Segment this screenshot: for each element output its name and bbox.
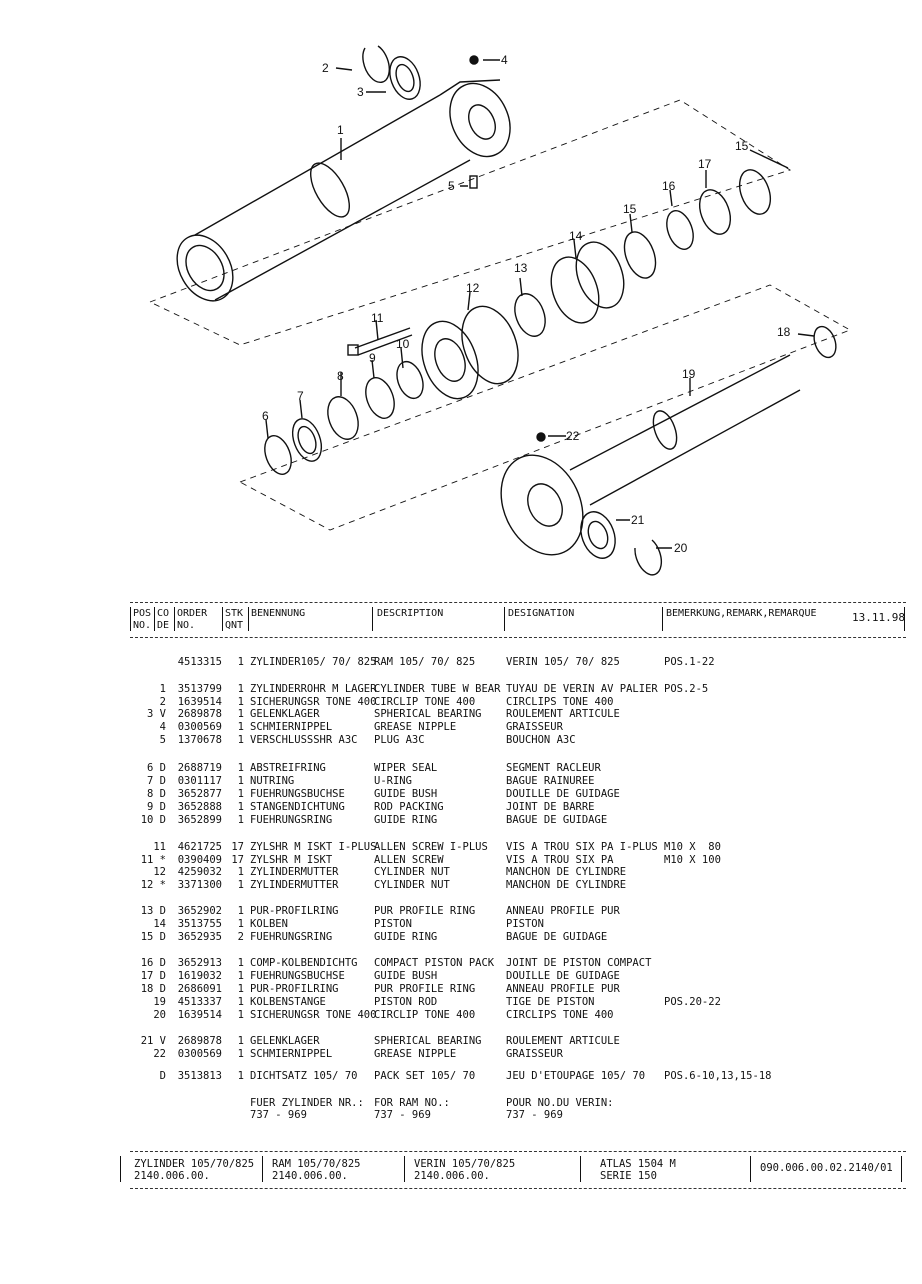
english-description-cell: CYLINDER NUT — [374, 879, 450, 891]
french-designation-cell: PISTON — [506, 918, 544, 930]
callout-13: 13 — [514, 261, 528, 275]
order-number-cell: 4513315 — [177, 656, 222, 668]
table-row — [0, 775, 922, 787]
german-name-cell: FUEHRUNGSRING — [250, 931, 333, 943]
table-row — [0, 931, 922, 943]
table-row — [0, 957, 922, 969]
callout-18: 18 — [777, 325, 791, 339]
french-designation-cell: ROULEMENT ARTICULE — [506, 1035, 620, 1047]
english-description-cell: PLUG A3C — [374, 734, 425, 746]
pos-cell: 15 D — [140, 931, 166, 943]
pos-cell: 9 D — [147, 801, 166, 813]
header-stk: STK QNT — [225, 608, 244, 631]
table-row — [0, 1070, 922, 1082]
quantity-cell: 1 — [237, 788, 244, 800]
french-designation-cell: BOUCHON A3C — [506, 734, 576, 746]
table-row — [0, 734, 922, 746]
french-designation-cell: DOUILLE DE GUIDAGE — [506, 970, 620, 982]
french-designation-cell: VIS A TROU SIX PA — [506, 854, 614, 866]
callout-8: 8 — [337, 369, 344, 383]
callout-3: 3 — [357, 85, 364, 99]
pos-cell: 19 — [153, 996, 166, 1008]
english-description-cell: GREASE NIPPLE — [374, 1048, 457, 1060]
order-number-cell: 1639514 — [177, 1009, 222, 1021]
remark-cell: M10 X 80 — [664, 841, 721, 853]
pos-cell: 2 — [159, 696, 166, 708]
callout-4: 4 — [501, 53, 508, 67]
english-description-cell: GUIDE BUSH — [374, 970, 438, 982]
quantity-cell: 1 — [237, 957, 244, 969]
callout-14: 14 — [569, 229, 583, 243]
order-number-cell: 1639514 — [177, 696, 222, 708]
callout-6: 6 — [262, 409, 269, 423]
german-name-cell: VERSCHLUSSSHR A3C — [250, 734, 358, 746]
french-designation-cell: VERIN 105/ 70/ 825 — [506, 656, 620, 668]
table-row — [0, 841, 922, 853]
header-remark: BEMERKUNG,REMARK,REMARQUE — [666, 608, 817, 619]
german-name-cell: ZYLINDER105/ 70/ 825 — [250, 656, 377, 668]
remark-cell: POS.2-5 — [664, 683, 709, 695]
english-description-cell: SPHERICAL BEARING — [374, 708, 482, 720]
header-sep — [504, 607, 505, 631]
remark-cell: POS.20-22 — [664, 996, 721, 1008]
footer-bar — [262, 1156, 263, 1182]
table-row — [0, 1035, 922, 1047]
table-row — [0, 866, 922, 878]
header-designation: DESIGNATION — [508, 608, 575, 619]
english-description-cell: CIRCLIP TONE 400 — [374, 1009, 476, 1021]
table-row — [0, 970, 922, 982]
french-designation-cell: MANCHON DE CYLINDRE — [506, 866, 627, 878]
order-number-cell: 3652902 — [177, 905, 222, 917]
quantity-cell: 1 — [237, 683, 244, 695]
order-number-cell: 3652913 — [177, 957, 222, 969]
footer-bar — [404, 1156, 405, 1182]
english-description-cell: ROD PACKING — [374, 801, 444, 813]
header-right-bar — [904, 607, 905, 631]
english-description-cell: GUIDE BUSH — [374, 788, 438, 800]
callout-1: 1 — [337, 123, 344, 137]
remark-cell: POS.6-10,13,15-18 — [664, 1070, 772, 1082]
header-co: CO DE — [157, 608, 170, 631]
pos-cell: 18 D — [140, 983, 166, 995]
french-designation-cell: TUYAU DE VERIN AV PALIER — [506, 683, 658, 695]
footer-bottom-rule — [130, 1188, 906, 1189]
callout-16: 16 — [662, 179, 676, 193]
english-description-cell: PUR PROFILE RING — [374, 983, 476, 995]
order-number-cell: 3513755 — [177, 918, 222, 930]
german-name-cell: KOLBENSTANGE — [250, 996, 326, 1008]
callout-2: 2 — [322, 61, 329, 75]
german-name-cell: SCHMIERNIPPEL — [250, 1048, 333, 1060]
german-name-cell: NUTRING — [250, 775, 295, 787]
order-number-cell: 3513799 — [177, 683, 222, 695]
footer-doc-number: 090.006.00.02.2140/01 — [760, 1162, 893, 1174]
german-name-cell: ABSTREIFRING — [250, 762, 326, 774]
german-name-cell: PUR-PROFILRING — [250, 983, 339, 995]
english-description-cell: PACK SET 105/ 70 — [374, 1070, 476, 1082]
german-name-cell: COMP-KOLBENDICHTG — [250, 957, 358, 969]
french-designation-cell: SEGMENT RACLEUR — [506, 762, 601, 774]
quantity-cell: 1 — [237, 814, 244, 826]
pos-cell: 7 D — [147, 775, 166, 787]
quantity-cell: 1 — [237, 970, 244, 982]
header-left-bar — [130, 607, 131, 631]
quantity-cell: 1 — [237, 656, 244, 668]
order-number-cell: 4621725 — [177, 841, 222, 853]
order-number-cell: 2686091 — [177, 983, 222, 995]
pos-cell: 22 — [153, 1048, 166, 1060]
english-description-cell: GUIDE RING — [374, 814, 438, 826]
callout-15a: 15 — [623, 202, 637, 216]
quantity-cell: 1 — [237, 983, 244, 995]
german-name-cell: ZYLINDERMUTTER — [250, 866, 339, 878]
german-name-cell: PUR-PROFILRING — [250, 905, 339, 917]
table-row — [0, 708, 922, 720]
table-row — [0, 814, 922, 826]
french-designation-cell: JOINT DE BARRE — [506, 801, 595, 813]
french-designation-cell: ANNEAU PROFILE PUR — [506, 905, 620, 917]
french-designation-cell: MANCHON DE CYLINDRE — [506, 879, 627, 891]
table-row — [0, 656, 922, 668]
english-description-cell: CIRCLIP TONE 400 — [374, 696, 476, 708]
pos-cell: 5 — [159, 734, 166, 746]
pos-cell: 11 — [153, 841, 166, 853]
french-designation-cell: BAGUE DE GUIDAGE — [506, 814, 608, 826]
english-description-cell: GREASE NIPPLE — [374, 721, 457, 733]
callout-20: 20 — [674, 541, 688, 555]
quantity-cell: 2 — [237, 931, 244, 943]
english-description-cell: WIPER SEAL — [374, 762, 438, 774]
header-sep — [222, 607, 223, 631]
footer-bar — [120, 1156, 121, 1182]
pos-cell: D — [159, 1070, 166, 1082]
table-row — [0, 983, 922, 995]
pos-cell: 13 D — [140, 905, 166, 917]
order-number-cell: 1370678 — [177, 734, 222, 746]
german-name-cell: KOLBEN — [250, 918, 288, 930]
table-row — [0, 1097, 922, 1109]
quantity-cell: 1 — [237, 918, 244, 930]
table-row — [0, 721, 922, 733]
english-description-cell: COMPACT PISTON PACK — [374, 957, 495, 969]
footer-cell-4: ATLAS 1504 M SERIE 150 — [600, 1158, 676, 1182]
german-name-cell: SCHMIERNIPPEL — [250, 721, 333, 733]
callout-11: 11 — [371, 311, 384, 325]
english-description-cell: ALLEN SCREW — [374, 854, 444, 866]
quantity-cell: 1 — [237, 696, 244, 708]
order-number-cell: 2688719 — [177, 762, 222, 774]
english-description-cell: PISTON ROD — [374, 996, 438, 1008]
quantity-cell: 1 — [237, 1009, 244, 1021]
table-row — [0, 996, 922, 1008]
footer-bar — [750, 1156, 751, 1182]
german-name-cell: FUER ZYLINDER NR.: — [250, 1097, 364, 1109]
french-designation-cell: JEU D'ETOUPAGE 105/ 70 — [506, 1070, 646, 1082]
pos-cell: 4 — [159, 721, 166, 733]
quantity-cell: 1 — [237, 721, 244, 733]
pos-cell: 1 — [159, 683, 166, 695]
order-number-cell: 2689878 — [177, 1035, 222, 1047]
table-row — [0, 1009, 922, 1021]
french-designation-cell: GRAISSEUR — [506, 1048, 563, 1060]
table-row — [0, 696, 922, 708]
french-designation-cell: POUR NO.DU VERIN: — [506, 1097, 614, 1109]
order-number-cell: 0300569 — [177, 1048, 222, 1060]
callout-21: 21 — [631, 513, 645, 527]
english-description-cell: SPHERICAL BEARING — [374, 1035, 482, 1047]
quantity-cell: 1 — [237, 996, 244, 1008]
german-name-cell: SICHERUNGSR TONE 400 — [250, 1009, 377, 1021]
quantity-cell: 1 — [237, 801, 244, 813]
pos-cell: 21 V — [140, 1035, 166, 1047]
table-row — [0, 905, 922, 917]
german-name-cell: GELENKLAGER — [250, 1035, 320, 1047]
order-number-cell: 4259032 — [177, 866, 222, 878]
callout-9: 9 — [369, 351, 376, 365]
english-description-cell: FOR RAM NO.: — [374, 1097, 450, 1109]
german-name-cell: FUEHRUNGSRING — [250, 814, 333, 826]
callout-17: 17 — [698, 157, 712, 171]
remark-cell: POS.1-22 — [664, 656, 715, 668]
pos-cell: 11 * — [140, 854, 166, 866]
footer-bar — [901, 1156, 902, 1182]
pos-cell: 6 D — [147, 762, 166, 774]
pos-cell: 16 D — [140, 957, 166, 969]
table-row — [0, 1048, 922, 1060]
pos-cell: 3 V — [147, 708, 166, 720]
order-number-cell: 0390409 — [177, 854, 222, 866]
german-name-cell: SICHERUNGSR TONE 400 — [250, 696, 377, 708]
header-benennung: BENENNUNG — [251, 608, 306, 619]
english-description-cell: PUR PROFILE RING — [374, 905, 476, 917]
order-number-cell: 3652935 — [177, 931, 222, 943]
english-description-cell: GUIDE RING — [374, 931, 438, 943]
english-description-cell: CYLINDER NUT — [374, 866, 450, 878]
order-number-cell: 3652877 — [177, 788, 222, 800]
header-sep — [174, 607, 175, 631]
english-description-cell: PISTON — [374, 918, 412, 930]
german-name-cell: DICHTSATZ 105/ 70 — [250, 1070, 358, 1082]
pos-cell: 12 * — [140, 879, 166, 891]
french-designation-cell: 737 - 969 — [506, 1109, 563, 1121]
quantity-cell: 17 — [231, 841, 244, 853]
table-row — [0, 854, 922, 866]
header-sep — [372, 607, 373, 631]
quantity-cell: 17 — [231, 854, 244, 866]
french-designation-cell: GRAISSEUR — [506, 721, 563, 733]
table-row — [0, 918, 922, 930]
german-name-cell: ZYLINDERROHR M LAGER — [250, 683, 377, 695]
german-name-cell: ZYLINDERMUTTER — [250, 879, 339, 891]
quantity-cell: 1 — [237, 708, 244, 720]
callout-19: 19 — [682, 367, 696, 381]
table-row — [0, 879, 922, 891]
quantity-cell: 1 — [237, 1048, 244, 1060]
footer-bar — [580, 1156, 581, 1182]
english-description-cell: 737 - 969 — [374, 1109, 431, 1121]
callout-22: 22 — [566, 429, 580, 443]
quantity-cell: 1 — [237, 775, 244, 787]
quantity-cell: 1 — [237, 866, 244, 878]
german-name-cell: ZYLSHR M ISKT I-PLUS — [250, 841, 377, 853]
footer-cell-3: VERIN 105/70/825 2140.006.00. — [414, 1158, 516, 1182]
quantity-cell: 1 — [237, 1035, 244, 1047]
french-designation-cell: VIS A TROU SIX PA I-PLUS — [506, 841, 658, 853]
german-name-cell: FUEHRUNGSBUCHSE — [250, 788, 345, 800]
french-designation-cell: ROULEMENT ARTICULE — [506, 708, 620, 720]
header-sep — [154, 607, 155, 631]
callout-7: 7 — [297, 389, 304, 403]
order-number-cell: 3371300 — [177, 879, 222, 891]
french-designation-cell: TIGE DE PISTON — [506, 996, 595, 1008]
header-bottom-rule — [130, 637, 906, 638]
order-number-cell: 0301117 — [177, 775, 222, 787]
table-row — [0, 801, 922, 813]
french-designation-cell: BAGUE DE GUIDAGE — [506, 931, 608, 943]
callout-5: 5 — [448, 179, 455, 193]
french-designation-cell: CIRCLIPS TONE 400 — [506, 696, 614, 708]
german-name-cell: GELENKLAGER — [250, 708, 320, 720]
order-number-cell: 3652899 — [177, 814, 222, 826]
english-description-cell: ALLEN SCREW I-PLUS — [374, 841, 488, 853]
table-row — [0, 762, 922, 774]
pos-cell: 17 D — [140, 970, 166, 982]
table-row — [0, 1109, 922, 1121]
footer-cell-1: ZYLINDER 105/70/825 2140.006.00. — [134, 1158, 255, 1182]
quantity-cell: 1 — [237, 879, 244, 891]
order-number-cell: 4513337 — [177, 996, 222, 1008]
quantity-cell: 1 — [237, 905, 244, 917]
pos-cell: 14 — [153, 918, 166, 930]
pos-cell: 8 D — [147, 788, 166, 800]
header-sep — [662, 607, 663, 631]
header-order: ORDER NO. — [177, 608, 208, 631]
callout-12: 12 — [466, 281, 480, 295]
header-date: 13.11.98 — [852, 611, 905, 624]
callout-10: 10 — [396, 337, 410, 351]
french-designation-cell: JOINT DE PISTON COMPACT — [506, 957, 652, 969]
remark-cell: M10 X 100 — [664, 854, 721, 866]
pos-cell: 10 D — [140, 814, 166, 826]
quantity-cell: 1 — [237, 734, 244, 746]
table-row — [0, 788, 922, 800]
german-name-cell: FUEHRUNGSBUCHSE — [250, 970, 345, 982]
french-designation-cell: DOUILLE DE GUIDAGE — [506, 788, 620, 800]
header-description: DESCRIPTION — [377, 608, 444, 619]
english-description-cell: RAM 105/ 70/ 825 — [374, 656, 476, 668]
footer-cell-2: RAM 105/70/825 2140.006.00. — [272, 1158, 361, 1182]
header-top-rule — [130, 602, 906, 603]
quantity-cell: 1 — [237, 762, 244, 774]
order-number-cell: 2689878 — [177, 708, 222, 720]
order-number-cell: 3652888 — [177, 801, 222, 813]
french-designation-cell: CIRCLIPS TONE 400 — [506, 1009, 614, 1021]
english-description-cell: U-RING — [374, 775, 412, 787]
french-designation-cell: ANNEAU PROFILE PUR — [506, 983, 620, 995]
german-name-cell: ZYLSHR M ISKT — [250, 854, 333, 866]
english-description-cell: CYLINDER TUBE W BEAR — [374, 683, 501, 695]
german-name-cell: STANGENDICHTUNG — [250, 801, 345, 813]
exploded-view-drawing — [0, 0, 922, 600]
footer-top-rule — [130, 1151, 906, 1152]
header-pos: POS NO. — [133, 608, 152, 631]
header-sep — [248, 607, 249, 631]
pos-cell: 20 — [153, 1009, 166, 1021]
quantity-cell: 1 — [237, 1070, 244, 1082]
order-number-cell: 1619032 — [177, 970, 222, 982]
pos-cell: 12 — [153, 866, 166, 878]
german-name-cell: 737 - 969 — [250, 1109, 307, 1121]
french-designation-cell: BAGUE RAINUREE — [506, 775, 595, 787]
order-number-cell: 0300569 — [177, 721, 222, 733]
order-number-cell: 3513813 — [177, 1070, 222, 1082]
callout-15b: 15 — [735, 139, 749, 153]
table-row — [0, 683, 922, 695]
